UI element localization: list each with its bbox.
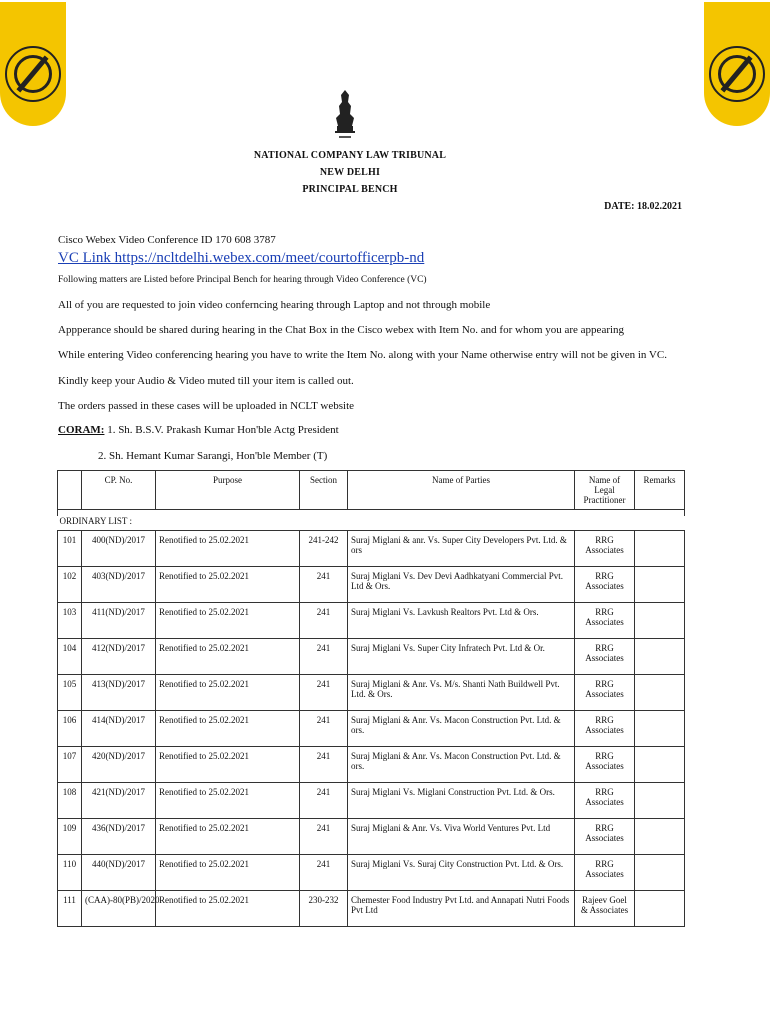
cell-section: 241	[300, 819, 348, 855]
cell-parties: Suraj Miglani & Anr. Vs. M/s. Shanti Nath Buildwell Pvt. Ltd. & Ors.	[348, 675, 575, 711]
cell-parties: Suraj Miglani & Anr. Vs. Macon Construction Pvt. Ltd. & ors.	[348, 747, 575, 783]
table-row	[58, 891, 685, 927]
cell-section: 241	[300, 783, 348, 819]
cell-section: 241	[300, 855, 348, 891]
table-row	[58, 603, 685, 639]
cell-remarks	[635, 891, 685, 927]
cell-parties: Chemester Food Industry Pvt Ltd. and Annapati Nutri Foods Pvt Ltd	[348, 891, 575, 927]
table-row	[58, 783, 685, 819]
instruction-2: Appperance should be shared during hearing in the Chat Box in the Cisco webex with Item No. and for whom you are appearing	[58, 324, 625, 336]
cell-purpose: Renotified to 25.02.2021	[156, 603, 300, 639]
cell-purpose: Renotified to 25.02.2021	[156, 675, 300, 711]
cell-remarks	[635, 639, 685, 675]
cell-purpose: Renotified to 25.02.2021	[156, 567, 300, 603]
cell-remarks	[635, 603, 685, 639]
cell-section: 241-242	[300, 531, 348, 567]
watermark-stamp-right	[704, 2, 770, 126]
cell-cp-no: 403(ND)/2017	[82, 567, 156, 603]
cell-remarks	[635, 675, 685, 711]
ordinary-list-label: ORDINARY LIST :	[59, 516, 133, 526]
cell-item-no: 103	[58, 603, 82, 639]
header-line-2: NEW DELHI	[319, 167, 381, 178]
cell-cp-no: (CAA)-80(PB)/2020	[82, 891, 156, 927]
cause-list-table	[57, 470, 685, 927]
cell-cp-no: 440(ND)/2017	[82, 855, 156, 891]
cell-remarks	[635, 531, 685, 567]
cell-practitioner: RRG Associates	[575, 639, 635, 675]
cell-purpose: Renotified to 25.02.2021	[156, 639, 300, 675]
col-practitioner-header: Name of Legal Practitioner	[575, 471, 635, 510]
cell-practitioner: RRG Associates	[575, 819, 635, 855]
cell-section: 241	[300, 567, 348, 603]
cell-purpose: Renotified to 25.02.2021	[156, 819, 300, 855]
cell-item-no: 105	[58, 675, 82, 711]
watermark-stamp-left	[0, 2, 66, 126]
col-item-header	[58, 471, 82, 510]
cell-item-no: 102	[58, 567, 82, 603]
cell-remarks	[635, 711, 685, 747]
vc-link[interactable]: VC Link https://ncltdelhi.webex.com/meet/courtofficerpb-nd	[58, 250, 425, 266]
cell-cp-no: 413(ND)/2017	[82, 675, 156, 711]
cell-cp-no: 420(ND)/2017	[82, 747, 156, 783]
cell-parties: Suraj Miglani Vs. Dev Devi Aadhkatyani Commercial Pvt. Ltd & Ors.	[348, 567, 575, 603]
instruction-5: The orders passed in these cases will be uploaded in NCLT website	[58, 400, 355, 412]
cell-practitioner: RRG Associates	[575, 603, 635, 639]
instruction-1: All of you are requested to join video conferncing hearing through Laptop and not through mobile	[58, 299, 491, 311]
order-date: DATE: 18.02.2021	[604, 201, 682, 212]
cell-purpose: Renotified to 25.02.2021	[156, 531, 300, 567]
cell-section: 241	[300, 711, 348, 747]
cell-item-no: 110	[58, 855, 82, 891]
cell-parties: Suraj Miglani Vs. Lavkush Realtors Pvt. Ltd & Ors.	[348, 603, 575, 639]
cell-parties: Suraj Miglani Vs. Miglani Construction Pvt. Ltd. & Ors.	[348, 783, 575, 819]
cell-section: 241	[300, 603, 348, 639]
cell-parties: Suraj Miglani Vs. Super City Infratech Pvt. Ltd & Or.	[348, 639, 575, 675]
table-row	[58, 747, 685, 783]
cell-parties: Suraj Miglani & anr. Vs. Super City Developers Pvt. Ltd. & ors	[348, 531, 575, 567]
table-row	[58, 531, 685, 567]
table-header-row	[58, 471, 685, 510]
cell-practitioner: RRG Associates	[575, 747, 635, 783]
cell-section: 241	[300, 747, 348, 783]
col-purpose-header: Purpose	[156, 471, 300, 510]
instruction-4: Kindly keep your Audio & Video muted till your item is called out.	[58, 375, 354, 387]
cell-remarks	[635, 855, 685, 891]
cell-purpose: Renotified to 25.02.2021	[156, 855, 300, 891]
cell-purpose: Renotified to 25.02.2021	[156, 711, 300, 747]
cell-item-no: 101	[58, 531, 82, 567]
cell-cp-no: 400(ND)/2017	[82, 531, 156, 567]
cell-item-no: 108	[58, 783, 82, 819]
table-row	[58, 639, 685, 675]
cell-practitioner: RRG Associates	[575, 855, 635, 891]
cell-item-no: 111	[58, 891, 82, 927]
table-row	[58, 567, 685, 603]
coram-label: CORAM:	[58, 424, 105, 436]
cell-section: 241	[300, 639, 348, 675]
cell-practitioner: RRG Associates	[575, 531, 635, 567]
table-row	[58, 711, 685, 747]
coram-member-1: 1. Sh. B.S.V. Prakash Kumar Hon'ble Actg President	[107, 424, 339, 436]
cell-item-no: 106	[58, 711, 82, 747]
col-section-header: Section	[300, 471, 348, 510]
cell-section: 241	[300, 675, 348, 711]
cell-cp-no: 411(ND)/2017	[82, 603, 156, 639]
cell-practitioner: Rajeev Goel & Associates	[575, 891, 635, 927]
cell-practitioner: RRG Associates	[575, 711, 635, 747]
cell-parties: Suraj Miglani & Anr. Vs. Macon Construction Pvt. Ltd. & ors.	[348, 711, 575, 747]
cell-practitioner: RRG Associates	[575, 675, 635, 711]
cell-purpose: Renotified to 25.02.2021	[156, 747, 300, 783]
coram	[58, 424, 339, 436]
cell-remarks	[635, 783, 685, 819]
table-row	[58, 855, 685, 891]
cell-item-no: 107	[58, 747, 82, 783]
cell-section: 230-232	[300, 891, 348, 927]
cell-practitioner: RRG Associates	[575, 783, 635, 819]
header-line-3: PRINCIPAL BENCH	[302, 184, 398, 195]
cell-parties: Suraj Miglani & Anr. Vs. Viva World Ventures Pvt. Ltd	[348, 819, 575, 855]
vc-id: Cisco Webex Video Conference ID 170 608 3787	[58, 234, 276, 246]
coram-member-2: 2. Sh. Hemant Kumar Sarangi, Hon'ble Member (T)	[98, 450, 328, 462]
cell-remarks	[635, 747, 685, 783]
vc-note: Following matters are Listed before Principal Bench for hearing through Video Conference (VC)	[58, 275, 427, 285]
cell-parties: Suraj Miglani Vs. Suraj City Construction Pvt. Ltd. & Ors.	[348, 855, 575, 891]
cell-cp-no: 412(ND)/2017	[82, 639, 156, 675]
cell-purpose: Renotified to 25.02.2021	[156, 783, 300, 819]
col-remarks-header: Remarks	[635, 471, 685, 510]
cell-cp-no: 436(ND)/2017	[82, 819, 156, 855]
table-row	[58, 675, 685, 711]
instruction-3: While entering Video conferencing hearing you have to write the Item No. along with your Name otherwise entry will not be given in VC.	[58, 349, 667, 361]
national-emblem-icon	[330, 86, 360, 146]
cell-purpose: Renotified to 25.02.2021	[156, 891, 300, 927]
table-row	[58, 819, 685, 855]
header-line-1: NATIONAL COMPANY LAW TRIBUNAL	[253, 150, 447, 161]
cell-cp-no: 414(ND)/2017	[82, 711, 156, 747]
col-parties-header: Name of Parties	[348, 471, 575, 510]
cell-remarks	[635, 819, 685, 855]
cell-cp-no: 421(ND)/2017	[82, 783, 156, 819]
cell-item-no: 109	[58, 819, 82, 855]
cell-practitioner: RRG Associates	[575, 567, 635, 603]
col-cp-header: CP. No.	[82, 471, 156, 510]
cell-remarks	[635, 567, 685, 603]
cell-item-no: 104	[58, 639, 82, 675]
